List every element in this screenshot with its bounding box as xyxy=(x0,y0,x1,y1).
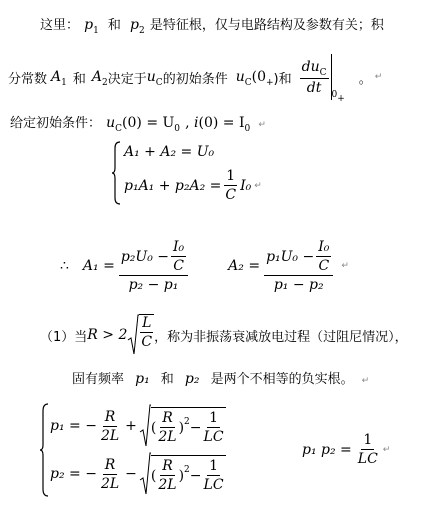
line-2 xyxy=(8,52,382,102)
uC0-symbol: $u_C$ xyxy=(235,69,252,88)
root-p1-equation: p₁ = − $\frac{R}{2L}$ + ( $\frac{R}{2L}$ ) 2 − $\frac{1}{LC}$ xyxy=(50,404,226,448)
cond-i-value: $(0) = I_0$ xyxy=(198,115,251,134)
case-1-condition: R > 2 xyxy=(87,327,128,343)
product-fraction: $\frac{1}{LC}$ xyxy=(357,432,378,467)
left-brace xyxy=(112,140,122,206)
cond-i: i xyxy=(194,115,199,131)
line1-text-a: 这里： xyxy=(40,18,80,33)
roots-text-a: 固有频率 xyxy=(72,372,125,387)
left-brace xyxy=(40,402,50,498)
line2-text-b: 决定于 xyxy=(107,71,147,87)
root-p2-equation: p₂ = − $\frac{R}{2L}$ − ( $\frac{R}{2L}$ ) 2 − $\frac{1}{LC}$ xyxy=(50,452,226,496)
A2-label: A₂ = xyxy=(228,258,261,274)
roots-and: 和 xyxy=(160,372,174,387)
initial-condition-label: 给定初始条件： xyxy=(10,116,102,131)
system-eq2 xyxy=(124,168,262,203)
case-1-text: ，称为非振荡衰减放电过程（过阻尼情况）， xyxy=(154,329,408,345)
and-word: 和 xyxy=(72,71,86,87)
radical-sign xyxy=(127,314,139,356)
p1-symbol: $p_1$ xyxy=(84,17,99,36)
system-eq2-left: p₁A₁ + p₂A₂ = xyxy=(124,177,222,194)
cond-uc-value: $(0) = U_0$ xyxy=(122,115,181,134)
line2-text-a: 分常数 xyxy=(8,71,48,87)
A1-symbol: $A_1$ xyxy=(51,69,67,88)
case-1-line xyxy=(40,312,408,358)
paragraph-mark: ↵ xyxy=(254,180,262,191)
p2-symbol: $p_2$ xyxy=(130,17,145,36)
A1-fraction: p₂U₀ − $\frac{\text{I₀}}{C}$ p₂ − p₁ xyxy=(119,239,188,293)
uC-symbol: $u_C$ xyxy=(146,69,163,88)
system-eq2-tail: I₀ xyxy=(240,177,252,194)
line-3 xyxy=(10,112,266,134)
paragraph-mark: ↵ xyxy=(382,444,391,455)
line2-text-c: 的初始条件 xyxy=(162,71,228,87)
A1-label: A₁ = xyxy=(82,258,115,274)
paragraph-mark: ↵ xyxy=(258,120,266,130)
cond-comma: , xyxy=(185,115,195,131)
radical-sign xyxy=(139,404,151,448)
paragraph-mark: ↵ xyxy=(361,376,370,386)
A2-symbol: $A_2$ xyxy=(91,69,108,88)
equation-system xyxy=(112,140,272,206)
line-1 xyxy=(40,14,384,36)
cond-uc: $u_C$ xyxy=(106,115,123,134)
line1-text-b: 是特征根，仅与电路结构及参数有关；积 xyxy=(149,18,384,33)
roots-system xyxy=(40,402,240,498)
roots-text-b: 是两个不相等的负实根。 xyxy=(210,372,354,387)
uC0-close: )和 xyxy=(273,71,292,87)
uC0-arg: ($0_+$ xyxy=(251,69,274,88)
roots-product xyxy=(302,432,390,467)
roots-p1: p₁ xyxy=(135,371,150,387)
and-word: 和 xyxy=(107,18,121,33)
solution-row xyxy=(60,236,349,296)
roots-description xyxy=(72,368,369,387)
paragraph-mark: ↵ xyxy=(341,261,349,271)
sqrt-L-over-C: $\frac{L}{C}$ xyxy=(127,314,154,356)
one-over-C: $\frac{1}{C}$ xyxy=(225,168,237,203)
therefore-symbol: ∴ xyxy=(60,258,69,274)
paragraph-mark: ↵ xyxy=(374,72,383,82)
roots-p2: p₂ xyxy=(184,371,200,387)
system-eq1: A₁ + A₂ = U₀ xyxy=(124,144,215,160)
du-dt-fraction: $\frac{du_C}{dt}$ xyxy=(301,58,327,96)
line2-period: 。 xyxy=(358,71,372,87)
case-1-prefix: （1）当 xyxy=(40,329,88,345)
product-left: p₁ p₂ = xyxy=(302,441,352,458)
A2-fraction: p₁U₀ − $\frac{\text{I₀}}{C}$ p₁ − p₂ xyxy=(264,239,333,293)
radical-sign xyxy=(139,452,151,496)
evaluation-subscript: 0+ xyxy=(331,90,345,104)
